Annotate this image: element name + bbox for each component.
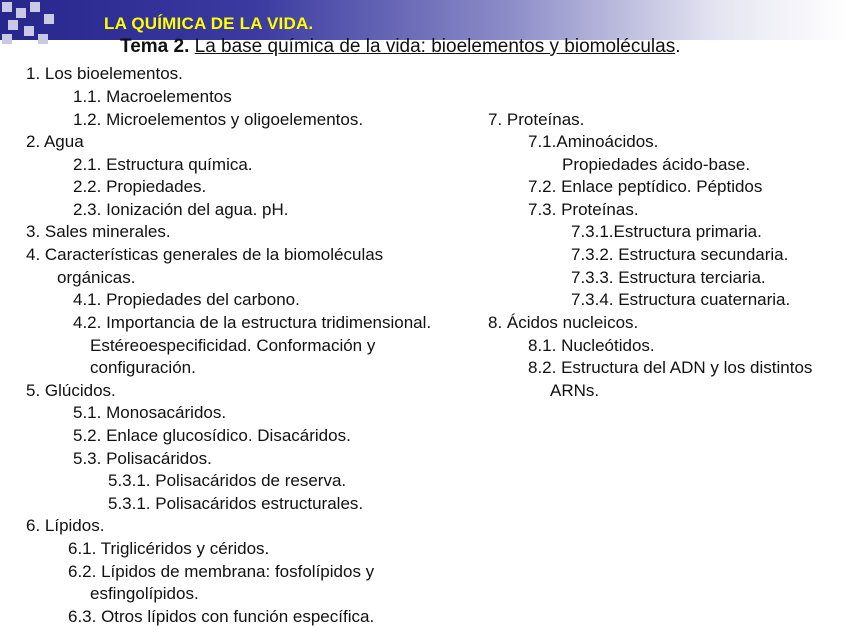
outline-item: 5.3.1. Polisacáridos estructurales. [108, 494, 364, 513]
outline-item: 7.3.2. Estructura secundaria. [571, 245, 789, 264]
outline-item: 5.1. Monosacáridos. [73, 403, 227, 422]
outline-item: 4.1. Propiedades del carbono. [73, 290, 300, 309]
outline-item: Estéreoespecificidad. Conformación y [90, 336, 376, 355]
outline-item: 1.2. Microelementos y oligoelementos. [73, 110, 364, 129]
outline-item: 2.1. Estructura química. [73, 155, 253, 174]
decorative-squares [0, 0, 100, 48]
outline-item: 8. Ácidos nucleicos. [488, 313, 639, 332]
outline-item: 7. Proteínas. [488, 110, 585, 129]
outline-item: 5.3.1. Polisacáridos de reserva. [108, 471, 347, 490]
outline-item: 5.3. Polisacáridos. [73, 449, 212, 468]
outline-item: esfingolípidos. [90, 584, 199, 603]
outline-item: 7.3.3. Estructura terciaria. [571, 268, 766, 287]
outline-item: orgánicas. [57, 268, 136, 287]
slide-title: LA QUÍMICA DE LA VIDA. [104, 14, 314, 33]
topic-title: La base química de la vida: bioelementos y biomoléculas [194, 36, 676, 57]
topic-period: . [675, 36, 681, 57]
outline-item: Propiedades ácido-base. [562, 155, 751, 174]
outline-item: ARNs. [550, 381, 600, 400]
outline-item: 1.1. Macroelementos [73, 87, 232, 106]
outline-item: 2. Agua [26, 132, 84, 151]
outline-item: 5. Glúcidos. [26, 381, 116, 400]
outline-item: 5.2. Enlace glucosídico. Disacáridos. [73, 426, 351, 445]
outline-item: 7.2. Enlace peptídico. Péptidos [528, 177, 763, 196]
outline-item: 8.2. Estructura del ADN y los distintos [528, 358, 813, 377]
outline-item: 6.1. Triglicéridos y céridos. [68, 539, 270, 558]
outline-item: 1. Los bioelementos. [26, 64, 183, 83]
topic-label: Tema 2. [120, 36, 190, 57]
outline-item: 6. Lípidos. [26, 516, 105, 535]
outline-item: 7.3. Proteínas. [528, 200, 639, 219]
outline-item: 6.2. Lípidos de membrana: fosfolípidos y [68, 562, 375, 581]
outline-item: 7.3.4. Estructura cuaternaria. [571, 290, 791, 309]
outline-item: configuración. [90, 358, 196, 377]
outline-item: 7.1.Aminoácidos. [528, 132, 659, 151]
outline-item: 6.3. Otros lípidos con función específica. [68, 607, 375, 626]
outline-item: 3. Sales minerales. [26, 222, 171, 241]
outline-item: 4. Características generales de la biomoléculas [26, 245, 384, 264]
outline-item: 2.3. Ionización del agua. pH. [73, 200, 289, 219]
outline-item: 2.2. Propiedades. [73, 177, 207, 196]
topic-heading [120, 36, 680, 58]
outline-item: 4.2. Importancia de la estructura tridimensional. [73, 313, 432, 332]
outline-item: 8.1. Nucleótidos. [528, 336, 655, 355]
outline-item: 7.3.1.Estructura primaria. [571, 222, 762, 241]
